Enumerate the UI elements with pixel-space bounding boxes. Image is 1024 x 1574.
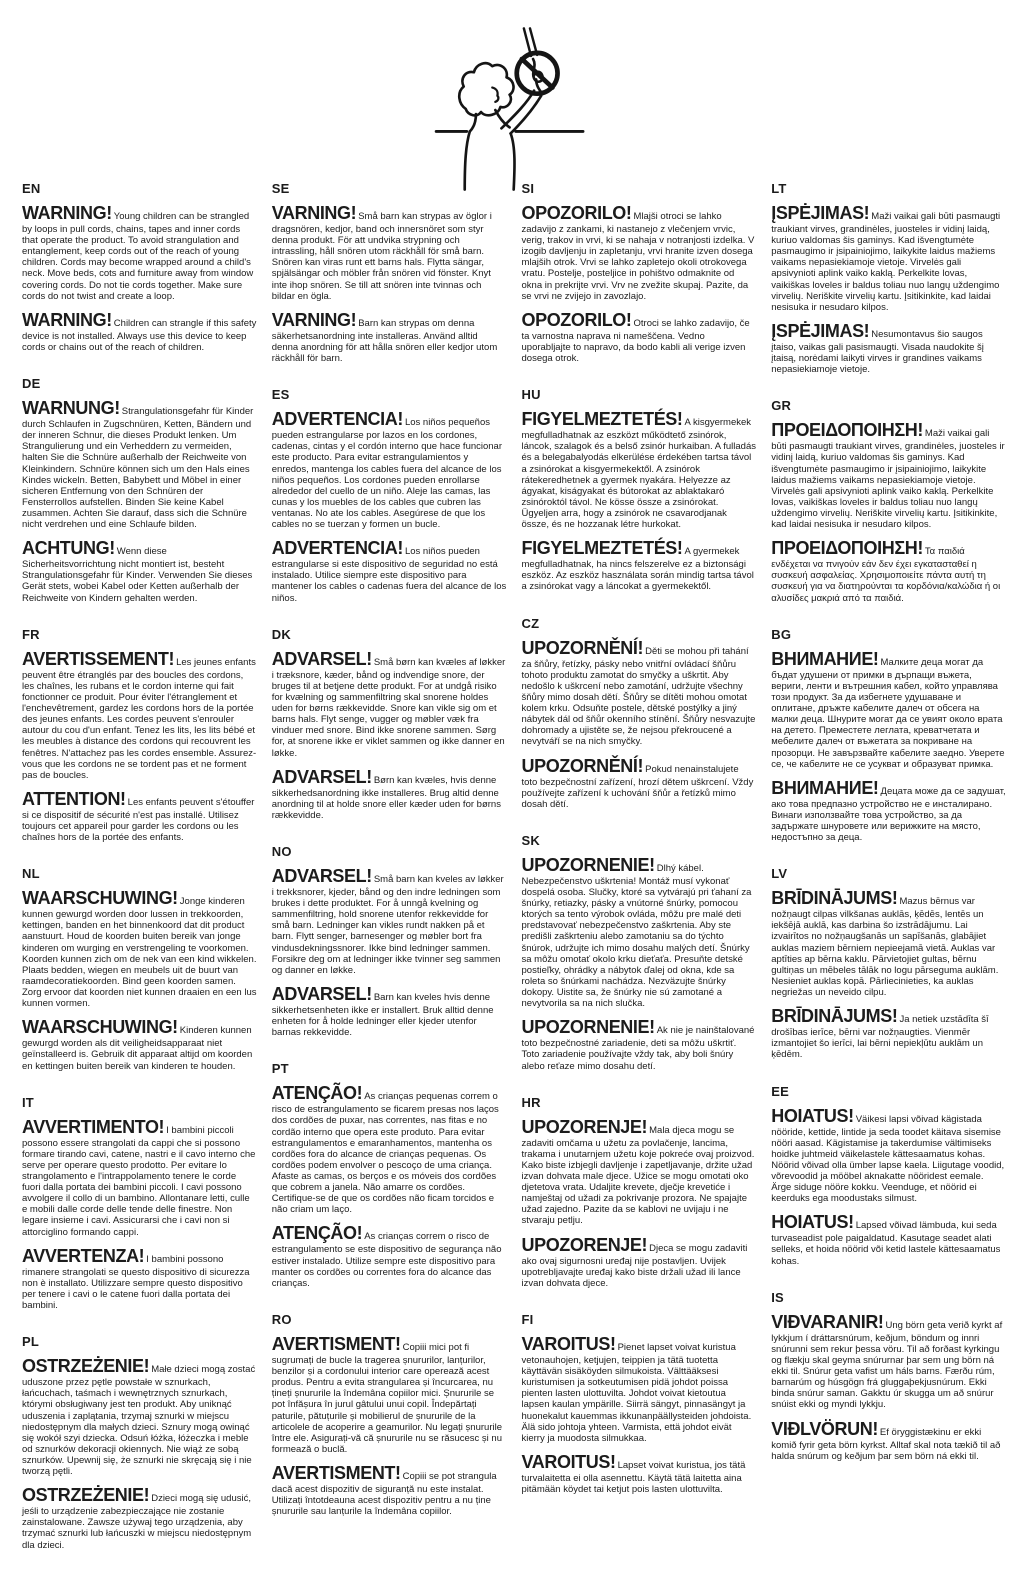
warning-body: Children can strangle if this safety device is not installed. Always use this device to keep cords or chains out of the reach of children. xyxy=(22,317,257,353)
warning-paragraph xyxy=(522,409,757,530)
warning-heading: FIGYELMEZTETÉS! xyxy=(521,538,683,559)
language-section xyxy=(272,1312,507,1517)
warning-paragraph xyxy=(22,398,257,530)
warning-paragraph xyxy=(522,203,757,302)
language-section xyxy=(771,627,1006,844)
warning-heading: UPOZORENJE! xyxy=(521,1116,648,1137)
warning-body: Los niños pueden estrangularse si este dispositivo de seguridad no está instalado. Utilice siempre este dispositivo para mantener los cables o cadenas fuera del alcance de los niños. xyxy=(271,546,507,604)
warning-heading: ĮSPĖJIMAS! xyxy=(771,203,870,223)
language-section xyxy=(771,181,1006,375)
warning-heading: UPOZORENJE! xyxy=(521,1234,648,1255)
warning-heading: ADVARSEL! xyxy=(271,983,372,1004)
warning-heading: VIÐVARANIR! xyxy=(771,1311,884,1332)
warning-paragraph xyxy=(22,1485,257,1550)
language-code: SK xyxy=(521,832,540,848)
warning-paragraph xyxy=(22,789,257,843)
language-section xyxy=(771,1084,1006,1267)
language-code: EN xyxy=(22,181,41,196)
warning-heading: ADVARSEL! xyxy=(271,766,372,787)
warning-paragraph xyxy=(272,310,507,364)
language-code: RO xyxy=(271,1311,292,1327)
warning-heading: VARNING! xyxy=(271,309,357,330)
language-code: IS xyxy=(771,1289,784,1305)
warning-paragraph xyxy=(771,1106,1006,1205)
warning-body: Los niños pequeños pueden estrangularse por lazos en los cordones, cadenas, cintas y el cordón interno que hace funcionar este producto. Para evitar estrangulamientos y enredos, mantenga los cables fuera del alcance de los niños pequeños. Los cordones pueden enrollarse alrededor del cuello de un niño. Aleje las camas, las cunas y los muebles de los cables que cubren las ventanas. No ate los cables. Asegúrese de que los cables no se tuerzan y formen un bucle. xyxy=(271,417,503,531)
language-code: EE xyxy=(771,1083,789,1099)
warning-body: Lapset voivat kuristua, jos tätä turvalaitetta ei olla asennettu. Käytä tätä laitetta aina pitämään köydet tai ketjut pois lasten ulottuvilta. xyxy=(521,1459,746,1495)
warning-paragraph xyxy=(522,1117,757,1227)
language-section xyxy=(771,398,1006,603)
warning-heading: AVVERTENZA! xyxy=(22,1245,145,1266)
warning-body: Små barn kan kveles av løkker i trekksnorer, kjeder, bånd og den indre ledningen som brukes i dette produktet. For å unngå kvelning og sammenfiltring, hold snorene utenfor rekkevidde for små barn. Ledninger kan vikles rundt nakken på et barn. Flytt senger, barnesenger og møbler bort fra vindusdekningssnorer. Ikke bind ledninger sammen. Forsikre deg om at ledninger ikke tvinner seg sammen og danner en løkke. xyxy=(271,874,504,976)
language-column xyxy=(22,181,257,1574)
language-section xyxy=(22,1334,257,1551)
warning-heading: BRĪDINĀJUMS! xyxy=(771,888,898,909)
language-section xyxy=(22,866,257,1071)
warning-paragraph xyxy=(771,1419,1006,1462)
warning-paragraph xyxy=(272,409,507,530)
warning-body: Les jeunes enfants peuvent être étranglés par des boucles des cordons, les chaînes, les rubans et le cordon interne qui fait fonctionner ce produit. Pour éviter l'étranglement et l'enchevêtrement, gardez les cordons hors de la portée des jeunes enfants. Les cordes peuvent s'enrouler autour du cou d'un enfant. Tenez les lits, les lits bébé et les meubles à distance des cordons qui recouvrent les fenêtres. N'attachez pas les cordes ensemble. Assurez-vous que les cordons ne se tordent pas et ne forment pas de boucles. xyxy=(22,656,257,781)
warning-paragraph xyxy=(771,888,1006,998)
warning-body: Strangulationsgefahr für Kinder durch Schlaufen in Zugschnüren, Ketten, Bändern und der inneren Schnur, die dieses Produkt lenken. Um Strangulierung und ein Verheddern zu vermeiden, halten Sie die Schnüre außerhalb der Reichweite von Kleinkindern. Schnüre können sich um den Hals eines Kindes wickeln. Betten, Babybett und Möbel in einer sicheren Entfernung von den Schnüren der Fensterrollos aufstellen. Binden Sie keine Kabel zusammen. Achten Sie darauf, dass sich die Schnüre nicht verdrehen und eine Schlaufe bilden. xyxy=(22,406,254,531)
warning-heading: OSTRZEŻENIE! xyxy=(22,1485,150,1506)
warning-body: Lapsed võivad lämbuda, kui seda turvaseadist pole paigaldatud. Kasutage seadet alati selleks, et hoida nöörid või ketid lastele kättesaamatus kohas. xyxy=(771,1220,1001,1267)
warning-body: A kisgyermekek megfulladhatnak az eszközt működtető zsinórok, láncok, szalagok és a belső zsinór hurkaiban. A fulladás és a belegabalyodás elkerülése érdekében tartsa távol a zsinórokat a kisgyermekektől. A zsinórok rátekeredhetnek a gyermek nyakára. Helyezze az ágyakat, kiságyakat és bútorokat az ablaktakaró zsinóroktól távol. Ne kösse össze a zsinórokat. Ügyeljen arra, hogy a zsinórok ne csavarodjanak össze, és ne hozzanak létre hurkokat. xyxy=(521,417,756,531)
language-code: NL xyxy=(22,866,40,882)
warning-body: Djeca se mogu zadaviti ako ovaj sigurnosni uređaj nije postavljen. Uvijek upotrebljavajte uređaj kako biste držali užad ili lance izvan dohvata djece. xyxy=(521,1242,748,1289)
warning-paragraph xyxy=(522,855,757,1009)
warning-paragraph xyxy=(272,1334,507,1455)
warning-paragraph xyxy=(22,888,257,1009)
language-section xyxy=(522,387,757,592)
warning-heading: ĮSPĖJIMAS! xyxy=(771,320,870,341)
warning-heading: ACHTUNG! xyxy=(22,538,115,559)
warning-paragraph xyxy=(522,310,757,364)
warning-heading: WARNUNG! xyxy=(22,398,120,419)
warning-heading: OPOZORILO! xyxy=(521,309,632,330)
language-code: SE xyxy=(271,181,290,196)
warning-body: Pokud nenainstalujete toto bezpečnostní zařízení, hrozí dětem uškrcení. Vždy používejte zařízení k uchování šňůr a řetízků mimo dosah dětí. xyxy=(521,763,754,810)
warning-heading: AVVERTIMENTO! xyxy=(22,1116,165,1137)
language-code: LV xyxy=(771,866,788,882)
warning-heading: ΠΡΟΕΙΔΟΠΟΙΗΣΗ! xyxy=(771,420,923,441)
warning-heading: WARNING! xyxy=(22,203,112,223)
warning-heading: ADVARSEL! xyxy=(271,648,372,669)
warning-heading: VIÐLVÖRUN! xyxy=(771,1418,878,1439)
warning-heading: UPOZORNĚNÍ! xyxy=(521,755,644,776)
warning-body: Ung börn geta verið kyrkt af lykkjum í dráttarsnúrum, keðjum, böndum og innri snúrunni sem rekur þessa vöru. Til að forðast kyrkingu og flækju skal geyma snúrurnar þar sem ung börn ná ekki til. Snúrur geta vafist um háls barns. Færðu rúm, barnarúm og húsgögn frá gluggaþekjusnúrum. Ekki binda snúrur saman. Gakktu úr skugga um að snúrur snúist ekki og myndi lykkju. xyxy=(771,1319,1003,1411)
warning-paragraph xyxy=(22,538,257,603)
warning-body: Maži vaikai gali būti pasmaugti traukiant virves, grandinėles, juosteles ir vidinį laidą, kuriuo valdomas šis gaminys. Kad išvengtumėte pasmaugimo ir įsipainiojimo, laikykite laidus mažiems vaikams nepasiekiamoje vietoje. Virvelės gali apsivynioti aplink vaiko kaklą. Perkelkite lovas, vaikiškas loveles ir baldus toliau nuo langų uždengimo virvelių. Neriškite virvelių kartu. Įsitikinkite, kad laidai nesisuka ir nesudaro kilpos. xyxy=(771,428,1005,531)
language-section xyxy=(522,833,757,1072)
warning-heading: ADVARSEL! xyxy=(271,866,372,886)
language-section xyxy=(272,181,507,364)
warning-paragraph xyxy=(22,1017,257,1071)
warning-body: Mala djeca mogu se zadaviti omčama u užetu za povlačenje, lancima, trakama i unutarnjem užetu koje pokreće ovaj proizvod. Kako biste izbjegli davljenje i zapetljavanje, držite užad izvan dohvata male djece. Užice se mogu omotati oko djetetova vrata. Udaljite krevete, dječje krevetiće i namještaj od užadi za pokrivanje prozora. Ne spajajte užad zajedno. Pazite da se kablovi ne uvijaju i ne stvaraju petlju. xyxy=(521,1124,755,1227)
language-code: DK xyxy=(271,626,291,642)
warning-paragraph xyxy=(22,203,257,302)
language-section xyxy=(272,387,507,604)
warning-heading: WARNING! xyxy=(22,309,112,330)
warning-body: Små børn kan kvæles af løkker i træksnore, kæder, bånd og indvendige snore, der bruges til at betjene dette produkt. For at undgå risiko for kvælning og sammenfiltring skal snorene holdes uden for børns rækkevidde. Snore kan vikle sig om et barns hals. Flyt senge, vugger og møbler væk fra vinduer med snore. Bind ikke snorene sammen. Sørg for, at snorene ikke er viklet sammen og ikke danner en løkke. xyxy=(271,656,506,759)
warning-body: I bambini possono rimanere strangolati se questo dispositivo di sicurezza non è installato. Utilizzare sempre questo dispositivo per tenere i cavi o le catene fuori dalla portata dei bambini. xyxy=(22,1253,250,1312)
warning-paragraph xyxy=(771,1006,1006,1060)
warning-paragraph xyxy=(272,984,507,1038)
warning-heading: ATENÇÃO! xyxy=(271,1083,363,1104)
warning-body: Децата може да се задушат, ако това предпазно устройство не е инсталирано. Винаги използвайте това устройство, за да задържате шнуровете или верижките на място, недостъпно за деца. xyxy=(771,785,1006,844)
language-section xyxy=(272,1061,507,1289)
language-section xyxy=(22,181,257,353)
warning-body: Wenn diese Sicherheitsvorrichtung nicht montiert ist, besteht Strangulationsgefahr für Kinder. Verwenden Sie dieses Gerät stets, wobei Kabel oder Ketten außerhalb der Reichweite von Kindern gehalten werden. xyxy=(22,546,253,604)
language-code: BG xyxy=(771,626,792,642)
warning-paragraph xyxy=(771,203,1006,313)
warning-heading: VAROITUS! xyxy=(521,1451,616,1472)
warning-body: Mazus bērnus var nožņaugt cilpas vilkšanas auklās, ķēdēs, lentēs un iekšējā auklā, kas darbina šo izstrādājumu. Lai izvairītos no nožņaugšanās un sapīšanās, glabājiet auklas maziem bērniem nepieejamā vietā. Auklas var aptīties ap bērna kaklu. Pārvietojiet gultas, bērnu gultiņas un mēbeles tālāk no logu pārseguma auklām. Nesieniet auklas kopā. Pārliecinieties, ka auklas negriežas un neveido cilpu. xyxy=(771,896,999,999)
warning-heading: ВНИМАНИЕ! xyxy=(771,648,879,669)
warning-body: Dzieci mogą się udusić, jeśli to urządzenie zabezpieczające nie zostanie zainstalowane. Zawsze używaj tego urządzenia, aby trzymać sznurki lub łańcuszki w miejscu niedostępnym dla dzieci. xyxy=(22,1493,252,1551)
warning-heading: AVERTISMENT! xyxy=(271,1462,401,1483)
warning-body: Ja netiek uzstādīta šī drošības ierīce, bērni var nožņaugties. Vienmēr izmantojiet šo ierīci, lai bērni nepiekļūtu auklām un ķēdēm. xyxy=(771,1014,989,1061)
warning-paragraph xyxy=(272,866,507,976)
warning-body: Børn kan kvæles, hvis denne sikkerhedsanordning ikke installeres. Brug altid denne anordning til at holde snore eller kæder uden for børns rækkevidde. xyxy=(271,774,501,821)
warning-heading: ATTENTION! xyxy=(22,788,126,809)
warning-body: Děti se mohou při tahání za šňůry, řetízky, pásky nebo vnitřní ovládací šňůru tohoto produktu zamotat do smyčky a uškrtit. Aby nedošlo k uškrcení nebo zamotání, udržujte všechny šňůry mimo dosah dětí. Šňůry se dítěti mohou omotat kolem krku. Odsuňte postele, dětské postýlky a jiný nábytek dál od šňůr okenního stínění. Šňůry nesvazujte dohromady a ujistěte se, že nejsou překroucené a nevytváří se na nich smyčky. xyxy=(521,645,756,748)
warning-heading: ВНИМАНИЕ! xyxy=(771,777,879,798)
warning-heading: VARNING! xyxy=(271,203,357,223)
warning-body: Jonge kinderen kunnen gewurgd worden door lussen in trekkoorden, kettingen, banden en het binnenkoord dat dit product aanstuurt. Houd de koorden buiten bereik van jonge kinderen om wurging en verstrengeling te voorkomen. Koorden kunnen zich om de nek van een kind wikkelen. Plaats bedden, wiegen en meubels uit de buurt van raamdecoratiekoorden. Bind geen koorden samen. Zorg ervoor dat koorden niet kunnen draaien en een lus kunnen vormen. xyxy=(22,896,257,1010)
warning-paragraph xyxy=(522,1235,757,1289)
language-code: IT xyxy=(22,1094,34,1110)
warning-paragraph xyxy=(22,649,257,781)
warning-paragraph xyxy=(272,767,507,821)
warning-heading: AVERTISMENT! xyxy=(271,1333,401,1354)
language-section xyxy=(522,1312,757,1495)
warning-heading: AVERTISSEMENT! xyxy=(22,648,175,669)
warning-paragraph xyxy=(522,1017,757,1071)
warning-heading: ADVERTENCIA! xyxy=(271,538,403,559)
language-section xyxy=(522,181,757,364)
language-column xyxy=(522,181,757,1574)
warning-body: Kinderen kunnen gewurgd worden als dit veiligheidsapparaat niet geïnstalleerd is. Gebruik dit apparaat altijd om koorden en kettingen buiten bereik van kinderen te houden. xyxy=(22,1025,253,1072)
warning-paragraph xyxy=(771,1312,1006,1411)
language-section xyxy=(771,866,1006,1060)
child-cord-warning-illustration xyxy=(428,26,632,194)
warning-paragraph xyxy=(771,321,1006,375)
language-columns xyxy=(22,181,1006,1574)
warning-body: Малките деца могат да бъдат удушени от примки в дърпащи въжета, вериги, ленти и вътрешния кабел, който управлява този продукт. За да избегнете удушаване и оплитане, дръжте кабелите далеч от обсега на малки деца. Шнурите могат да се увият около врата на детето. Преместете леглата, креватчетата и мебелите далеч от въжетата за покриване на прозорци. Не завързвайте кабелите заедно. Уверете се, че кабелите не се усукват и образуват примка. xyxy=(771,656,1005,770)
warning-body: As crianças correm o risco de estrangulamento se este dispositivo de segurança não estiver instalado. Utilize sempre este dispositivo para manter os cordões ou correntes fora do alcance das crianças. xyxy=(271,1231,502,1289)
language-section xyxy=(22,376,257,604)
language-code: ES xyxy=(271,387,290,403)
language-code: FR xyxy=(22,626,40,642)
warning-paragraph xyxy=(522,756,757,810)
warning-body: I bambini piccoli possono essere strangolati da cappi che si possono formare tirando cavi, catene, nastri e il cavo interno che serve per operare questo prodotto. Per evitare lo strangolamento e l'intrappolamento tenere le corde fuori dalla portata dei bambini piccoli. I cavi possono avvolgere il collo di un bambino. Allontanare letti, culle e mobili dalle corde delle tende delle finestre. Non legare insieme i cavi. Assicurarsi che i cavi non si attorciglino formando cappi. xyxy=(22,1124,256,1238)
warning-heading: BRĪDINĀJUMS! xyxy=(771,1006,898,1027)
warning-body: Små barn kan strypas av öglor i dragsnören, kedjor, band och innersnöret som styr denna produkt. För att undvika strypning och intrassling, håll snören utom räckhåll för små barn. Snören kan viras runt ett barns hals. Flytta sängar, spjälsängar och möbler från snören vid fönster. Knyt inte ihop snören. Se till att snören inte tvinnas och bildar en ögla. xyxy=(271,211,492,302)
warning-paragraph xyxy=(22,1356,257,1477)
language-code: FI xyxy=(521,1311,534,1327)
warning-body: Ef öryggistækinu er ekki komið fyrir geta börn kyrkst. Alltaf skal nota tækið til að halda snúrum og keðjum þar sem börn ná ekki til. xyxy=(771,1426,1001,1462)
language-code: LT xyxy=(771,181,787,196)
warning-paragraph xyxy=(272,1223,507,1288)
language-code: PT xyxy=(271,1061,289,1077)
warning-paragraph xyxy=(771,1212,1006,1266)
warning-body: Väikesi lapsi võivad kägistada nööride, kettide, lintide ja seda toodet käitava sisemise nööri aasad. Kägistamise ja takerdumise vältimiseks hoidke juhtmeid väikelastele kättesaamatus kohas. Nöörid võivad olla ümber lapse kaela. Liigutage voodid, võrevoodid ja mööbel aknakatte nööridest eemale. Ärge siduge nööre kokku. Veenduge, et nöörid ei keerduks ega moodustaks silmust. xyxy=(771,1113,1005,1205)
language-column xyxy=(771,181,1006,1574)
warning-heading: ΠΡΟΕΙΔΟΠΟΙΗΣΗ! xyxy=(771,538,923,559)
language-section xyxy=(272,844,507,1038)
warning-body: Ak nie je nainštalované toto bezpečnostné zariadenie, deti sa môžu uškrtiť. Toto zariadenie používajte vždy tak, aby boli šnúry alebo reťaze mimo dosahu detí. xyxy=(521,1025,755,1072)
warning-heading: VAROITUS! xyxy=(521,1333,616,1354)
warning-paragraph xyxy=(272,1463,507,1517)
language-code: HU xyxy=(521,387,541,403)
language-code: NO xyxy=(271,844,292,859)
warning-body: Barn kan kveles hvis denne sikkerhetsenheten ikke er installert. Bruk alltid denne enheten for å holde ledninger eller kjeder utenfor barnas rekkevidde. xyxy=(271,991,494,1039)
language-column xyxy=(272,181,507,1574)
language-section xyxy=(522,616,757,810)
warning-paragraph xyxy=(522,538,757,592)
warning-paragraph xyxy=(771,649,1006,770)
warning-heading: OSTRZEŻENIE! xyxy=(22,1356,150,1377)
warning-heading: ADVERTENCIA! xyxy=(271,409,403,430)
warning-paragraph xyxy=(22,310,257,353)
warning-paragraph xyxy=(771,778,1006,843)
warning-body: Nesumontavus šio saugos įtaiso, vaikas gali pasismaugti. Visada naudokite šį įtaisą, norėdami laikyti virves ir grandines vaikams nepasiekiamoje vietoje. xyxy=(771,328,984,376)
warning-paragraph xyxy=(522,1452,757,1495)
warning-body: Τα παιδιά ενδέχεται να πνιγούν εάν δεν έχει εγκατασταθεί η συσκευή ασφαλείας. Χρησιμοποιείτε πάντα αυτή τη συσκευή για να διατηρούνται τα κορδόνια/καλώδια ή οι αλυσίδες μακριά από τα παιδιά. xyxy=(771,546,1001,604)
warning-heading: WAARSCHUWING! xyxy=(22,1017,178,1038)
warning-body: Les enfants peuvent s'étouffer si ce dispositif de sécurité n'est pas installé. Utilisez toujours cet appareil pour garder les cordons ou les chaînes hors de la portée des enfants. xyxy=(22,796,255,844)
warning-body: Otroci se lahko zadavijo, če ta varnostna naprava ni nameščena. Vedno uporabljajte to napravo, da bodo kabli ali verige izven dosega otrok. xyxy=(521,317,750,365)
warning-body: Mlajši otroci se lahko zadavijo z zankami, ki nastanejo z vlečenjem vrvic, verig, trakov in vrvi, ki se nahaja v notranjosti izdelka. V izogib davljenju in zapletanju, vrvi hranite izven dosega mlajših otrok. Vrvi se lahko zapletejo okoli otrokovega vratu. Postelje, posteljice in pohištvo odmaknite od okna in prekrijte vrvi. Vrv ne zvežite skupaj. Pazite, da se vrvi ne zvijejo in zavozlajo. xyxy=(521,211,755,302)
language-code: DE xyxy=(22,376,41,392)
language-code: SI xyxy=(521,181,535,196)
no-cord-loop-icon xyxy=(428,26,632,194)
warning-paragraph xyxy=(272,203,507,302)
warning-heading: UPOZORNĚNÍ! xyxy=(521,637,644,658)
warning-paragraph xyxy=(272,1083,507,1215)
language-section xyxy=(22,1095,257,1312)
warning-body: Young children can be strangled by loops in pull cords, chains, tapes and inner cords that operate the product. To avoid strangulation and entanglement, keep cords out of the reach of young children. Cords may become wrapped around a child's neck. Move beds, cots and furniture away from window covering cords. Do not tie cords together. Make sure cords do not twist and create a loop. xyxy=(22,211,254,302)
warning-heading: HOIATUS! xyxy=(771,1105,854,1126)
warning-heading: HOIATUS! xyxy=(771,1212,854,1233)
warning-heading: FIGYELMEZTETÉS! xyxy=(521,409,683,430)
warning-heading: OPOZORILO! xyxy=(521,203,632,223)
warning-body: Dlhý kábel. Nebezpečenstvo uškrtenia! Montáž musí vykonať dospelá osoba. Slučky, ktoré sa vytvárajú pri ťahaní za šnúrky, retiazky, pásky a vnútorné šnúrky, pomocou ktorých sa tento výrobok ovláda, môžu pre malé deti predstavovať nebezpečenstvo zaškrtenia. Aby ste predišli zaškrteniu alebo zamotaniu sa do týchto šnúrok, udržujte ich mimo dosahu malých detí. Šnúrky sa môžu omotať okolo krku dieťaťa. Presuňte detské postieľky, ohrádky a nábytok ďalej od okna, kde sa roleta so šnúrkami nachádza. Nezväzujte šnúrky dokopy. Uistite sa, že šnúrky nie sú zamotané a nevytvorila sa na nich slučka. xyxy=(521,862,752,1010)
warning-paragraph xyxy=(771,420,1006,530)
warning-body: Maži vaikai gali būti pasmaugti traukiant virves, grandinėles, juosteles ir vidinį laidą, kuriuo valdomas šis gaminys. Kad išvengtumėte pasmaugimo ir įsipainiojimo, laikykite laidus mažiems vaikams nepasiekiamoje vietoje. Virvelės gali apsivynioti aplink vaiko kaklą. Perkelkite lovas, vaikiškas loveles ir baldus toliau nuo langų uždengimo virvelių. Neriškite virvelių kartu. Įsitikinkite, kad laidai nesisuka ir nesudaro kilpos. xyxy=(771,211,1001,313)
warning-body: Pienet lapset voivat kuristua vetonauhojen, ketjujen, teippien ja tätä tuotetta käyttävän sisäköyden silmukoista. Välttääksesi kuristumisen ja sotkeutumisen pidä johdot poissa pienten lasten ulottuvilta. Johdot voivat kietoutua lapsen kaulan ympärille. Siirrä sängyt, pinnasängyt ja huonekalut kauemmas ikkunanpäällysteiden johdoista. Älä sido johtoja yhteen. Varmista, että johdot eivät kierry ja muodosta silmukkaa. xyxy=(521,1341,752,1444)
warning-paragraph xyxy=(272,538,507,603)
language-code: HR xyxy=(521,1094,541,1110)
warning-body: Copiii mici pot fi sugrumați de bucle la tragerea șnururilor, lanțurilor, benzilor și a cordonului interior care operează acest produs. Pentru a evita strangularea și încurcarea, nu țineți șnururile la îndemâna copiilor mici. Șnururile se pot înfășura în jurul gâtului unui copil. Îndepărtați paturile, pătuțurile și mobilierul de șnururile de la articolele de acoperire a geamurilor. Nu legați șnururile între ele. Asigurați-vă că șnururile nu se răsucesc și nu formează o buclă. xyxy=(271,1341,502,1455)
warning-body: Małe dzieci mogą zostać uduszone przez pętle powstałe w sznurkach, łańcuchach, taśmach i wewnętrznych sznurkach, którymi obsługiwany jest ten produkt. Aby uniknąć uduszenia i zaplątania, trzymaj sznurki w miejscu niedostępnym dla małych dzieci. Sznury mogą owinąć się wokół szyi dziecka. Odsuń łóżka, łóżeczka i meble od sznurków dekoracji okiennych. Nie wiąż ze sobą sznurków. Upewnij się, że sznurki nie skręcają się i nie tworzą pętli. xyxy=(22,1364,256,1478)
warning-paragraph xyxy=(272,649,507,759)
warning-paragraph xyxy=(22,1117,257,1238)
language-code: PL xyxy=(22,1334,40,1350)
warning-body: Copiii se pot strangula dacă acest dispozitiv de siguranță nu este instalat. Utilizați întotdeauna acest dispozitiv pentru a nu ține șnururile sau lanțurile la îndemâna copiilor. xyxy=(271,1470,497,1518)
warning-heading: ATENÇÃO! xyxy=(271,1223,363,1244)
language-section xyxy=(272,627,507,821)
language-code: CZ xyxy=(521,615,540,631)
warning-paragraph xyxy=(522,1334,757,1444)
language-section xyxy=(522,1095,757,1289)
warning-paragraph xyxy=(771,538,1006,603)
language-section xyxy=(22,627,257,844)
warning-heading: UPOZORNENIE! xyxy=(521,854,655,875)
warning-body: As crianças pequenas correm o risco de estrangulamento se ficarem presas nos laços dos cordões de puxar, nas correntes, nas fitas e no cordão interno que opera este produto. Para evitar estrangulamentos e emaranhamentos, mantenha os cordões fora do alcance de crianças pequenas. Os cordões podem envolver o pescoço de uma criança. Afaste as camas, os berços e os móveis dos cordões que cobrem a janela. Não amarre os cordões. Certifique-se de que os cordões não ficam torcidos e não criam um laço. xyxy=(271,1091,499,1216)
warning-paragraph xyxy=(522,638,757,748)
warning-body: A gyermekek megfulladhatnak, ha nincs felszerelve ez a biztonsági eszköz. Az eszköz használata során mindig tartsa távol a zsinórokat vagy a láncokat a gyermekektől. xyxy=(521,546,754,593)
warning-paragraph xyxy=(22,1246,257,1311)
language-section xyxy=(771,1290,1006,1462)
language-code: GR xyxy=(771,398,792,414)
warning-body: Barn kan strypas om denna säkerhetsanordning inte installeras. Använd alltid denna anordning för att hålla snören eller kedjor utom räckhåll för barn. xyxy=(271,317,498,365)
warning-heading: UPOZORNENIE! xyxy=(521,1017,655,1038)
warning-heading: WAARSCHUWING! xyxy=(22,888,178,909)
